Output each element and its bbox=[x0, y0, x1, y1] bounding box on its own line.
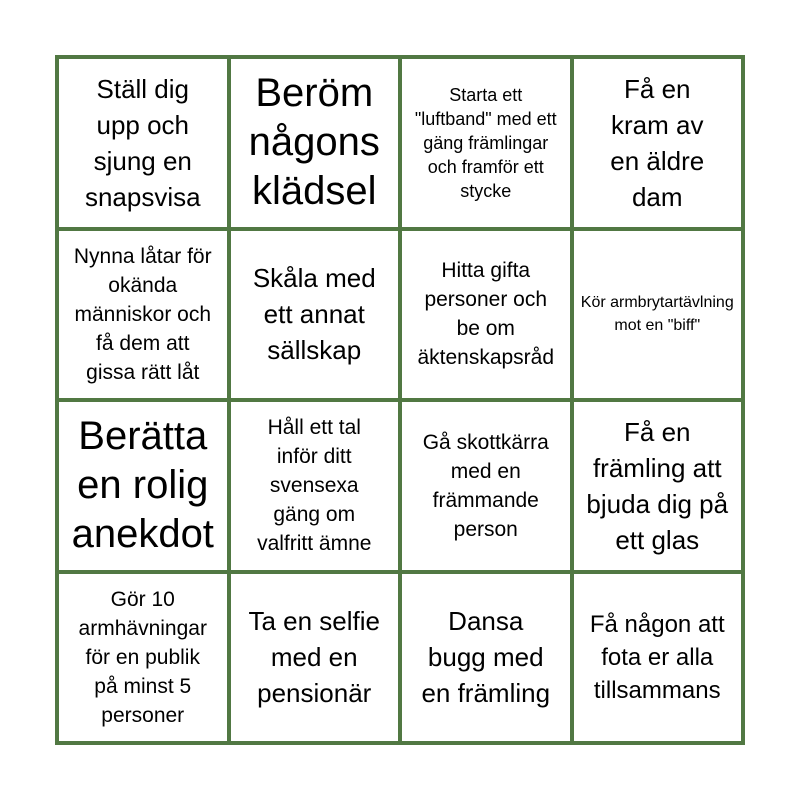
bingo-cell-4[interactable] bbox=[574, 59, 742, 227]
bingo-cell-8[interactable] bbox=[574, 231, 742, 399]
bingo-cell-10-text: Håll ett tal inför ditt svensexa gäng om valfritt ämne bbox=[257, 416, 372, 556]
bingo-cell-5[interactable] bbox=[59, 231, 227, 399]
bingo-cell-7[interactable] bbox=[402, 231, 570, 399]
bingo-cell-6[interactable] bbox=[231, 231, 399, 399]
bingo-cell-3[interactable] bbox=[402, 59, 570, 227]
bingo-cell-13[interactable] bbox=[59, 574, 227, 742]
bingo-cell-14-text: Ta en selfie med en pensionär bbox=[248, 606, 381, 709]
bingo-cell-5-text: Nynna låtar för okända människor och få dem att gissa rätt låt bbox=[73, 244, 212, 384]
bingo-cell-10[interactable] bbox=[231, 402, 399, 570]
bingo-cell-2-text: Beröm någons klädsel bbox=[248, 71, 380, 214]
bingo-cell-8-text: Kör armbrytartävlning mot en "biff" bbox=[580, 294, 734, 335]
bingo-board bbox=[55, 55, 745, 745]
bingo-cell-11[interactable] bbox=[402, 402, 570, 570]
bingo-cell-13-text: Gör 10 armhävningar för en publik på minst 5 personer bbox=[78, 587, 207, 727]
bingo-cell-16-text: Få någon att fota er alla tillsammans bbox=[589, 610, 725, 704]
bingo-cell-12[interactable] bbox=[574, 402, 742, 570]
bingo-cell-1-text: Ställ dig upp och sjung en snapsvisa bbox=[84, 73, 201, 212]
bingo-cell-11-text: Gå skottkärra med en främmande person bbox=[422, 430, 549, 541]
bingo-cell-4-text: Få en kram av en äldre dam bbox=[610, 73, 705, 212]
bingo-cell-16[interactable] bbox=[574, 574, 742, 742]
bingo-cell-2[interactable] bbox=[231, 59, 399, 227]
bingo-cell-1[interactable] bbox=[59, 59, 227, 227]
bingo-cell-12-text: Få en främling att bjuda dig på ett glas bbox=[586, 416, 729, 555]
bingo-cell-15-text: Dansa bugg med en främling bbox=[421, 606, 551, 709]
bingo-cell-9[interactable] bbox=[59, 402, 227, 570]
bingo-cell-14[interactable] bbox=[231, 574, 399, 742]
bingo-cell-15[interactable] bbox=[402, 574, 570, 742]
bingo-cell-7-text: Hitta gifta personer och be om äktenskapsråd bbox=[417, 259, 555, 370]
bingo-cell-3-text: Starta ett "luftband" med ett gäng främlingar och framför ett stycke bbox=[414, 84, 557, 201]
bingo-cell-9-text: Berätta en rolig anekdot bbox=[71, 414, 214, 557]
bingo-cell-6-text: Skåla med ett annat sällskap bbox=[252, 263, 376, 366]
